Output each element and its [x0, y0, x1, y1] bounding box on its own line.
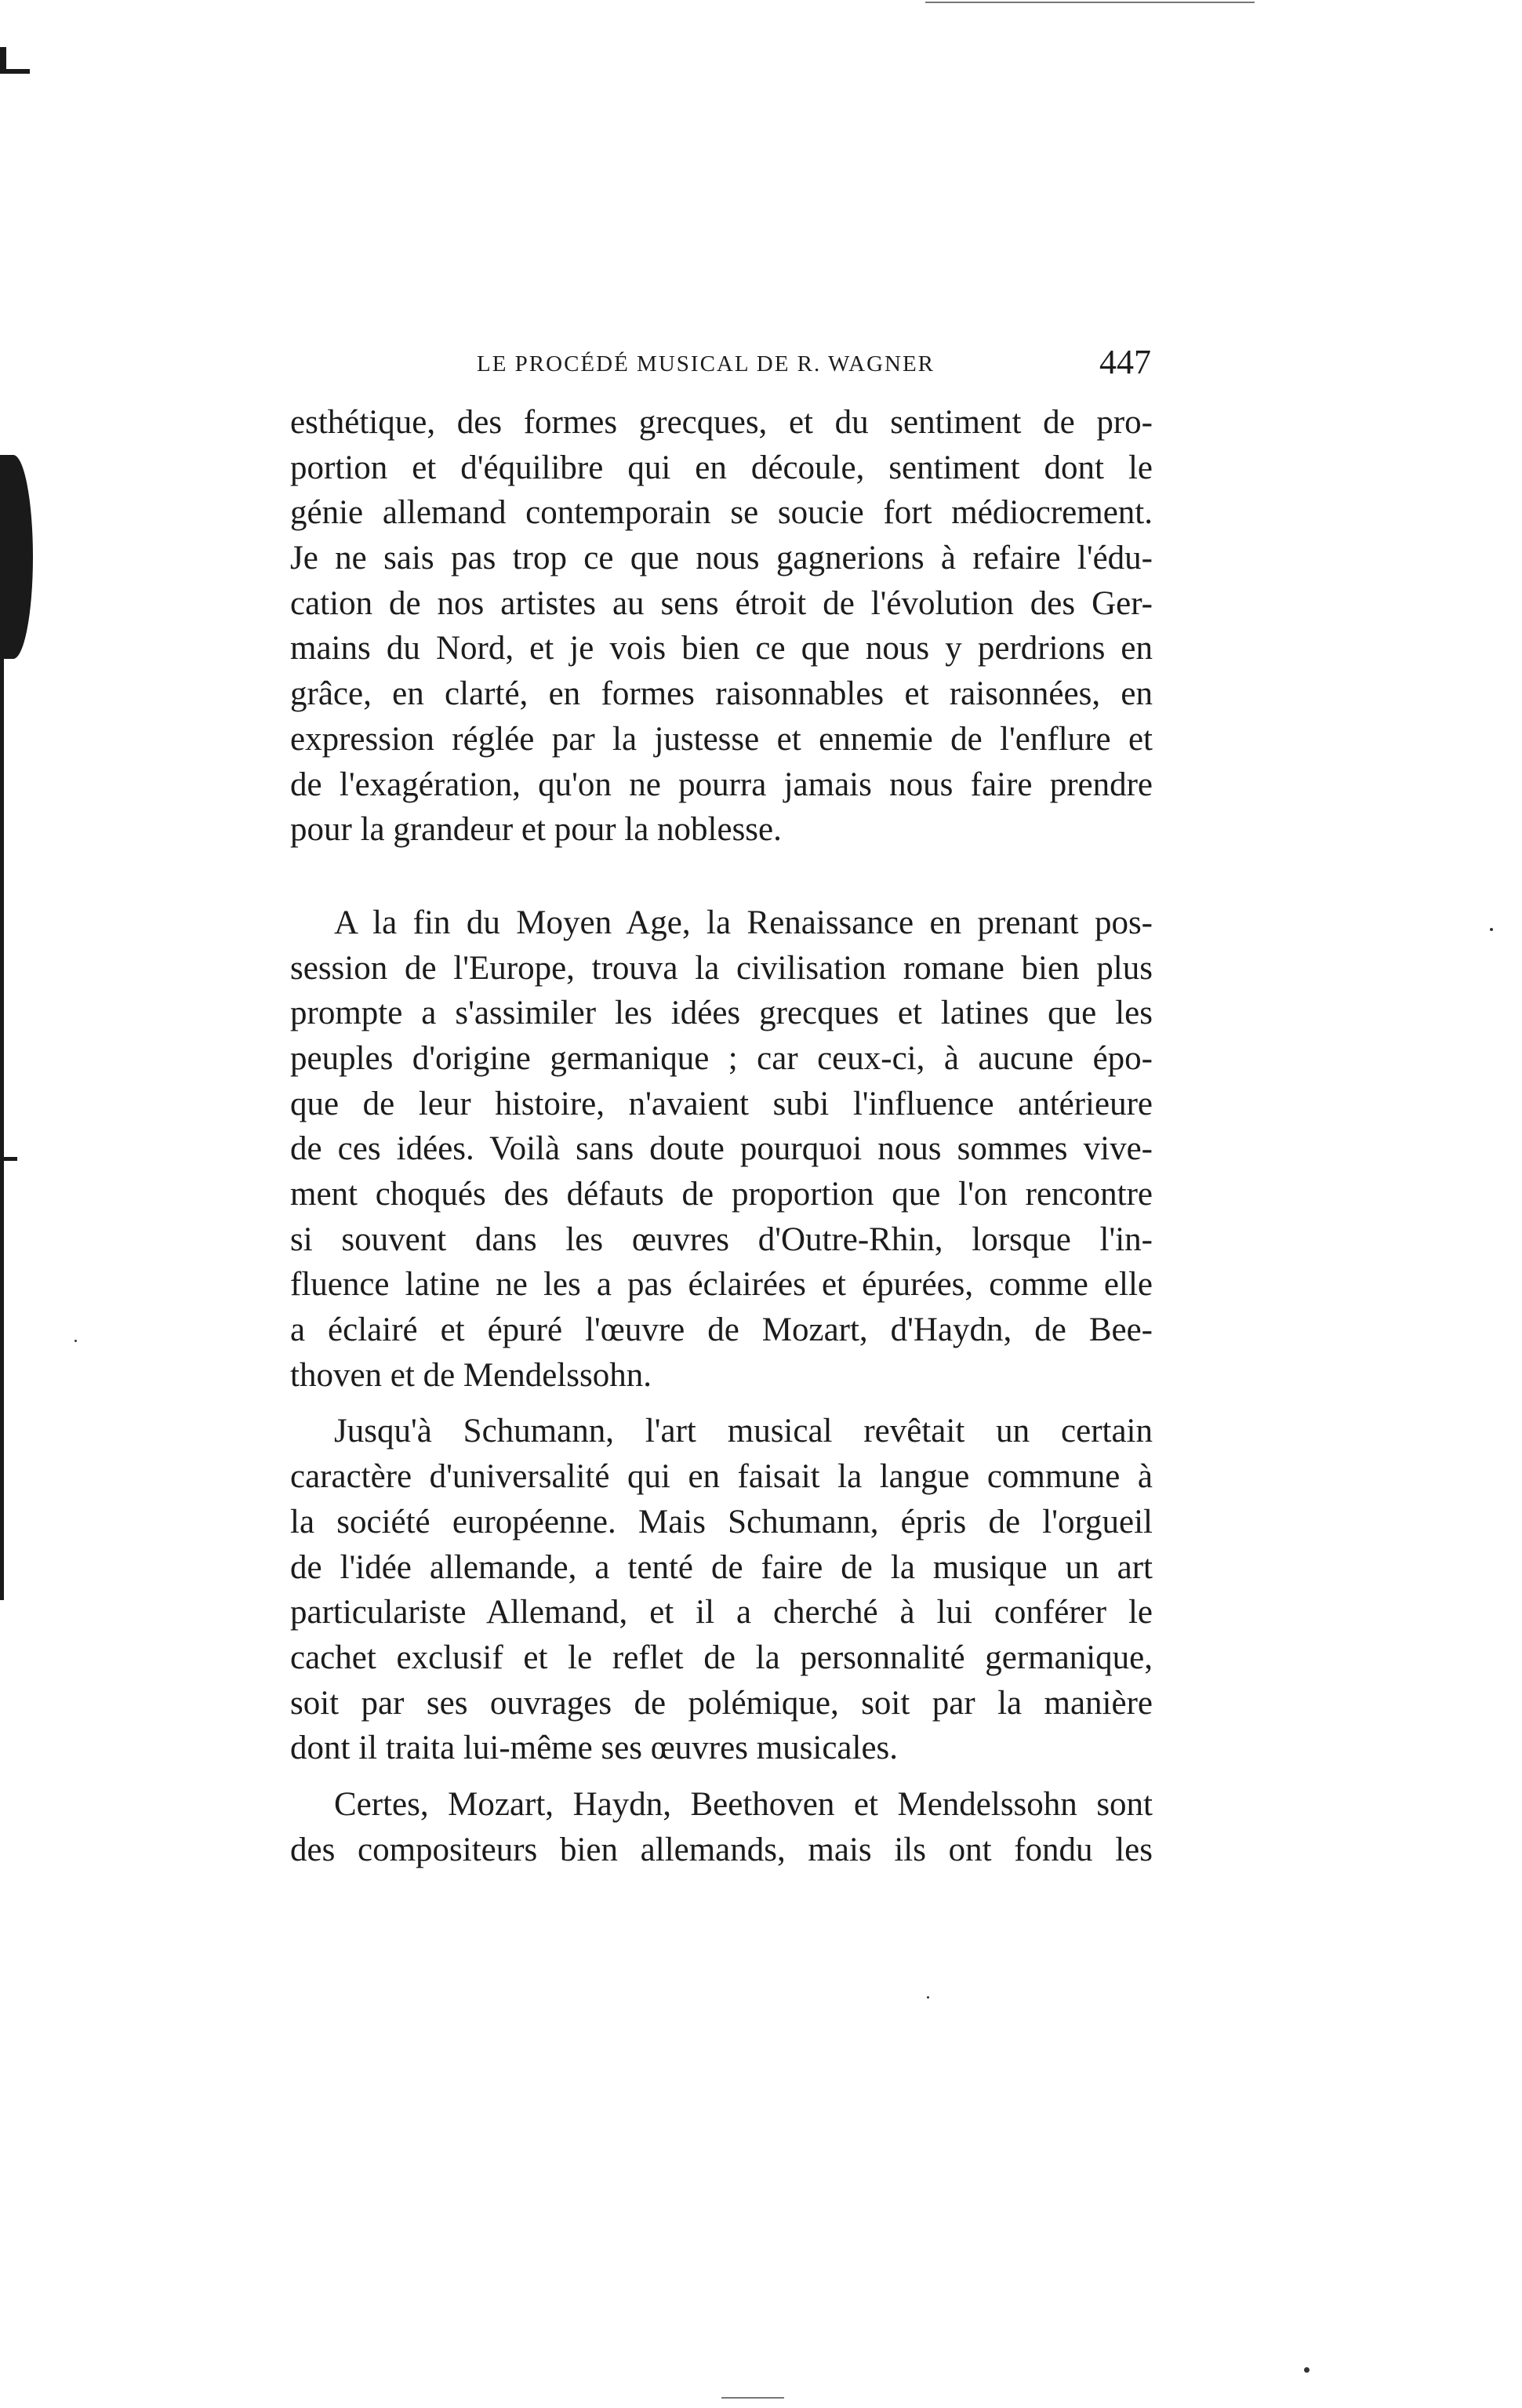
scan-speck — [74, 1340, 77, 1342]
text-line: de ces idées. Voilà sans doute pourquoi nous sommes vive- — [290, 1130, 1153, 1168]
text-line: prompte a s'assimiler les idées grecques et latines que les — [290, 995, 1153, 1032]
text-line: de l'exagération, qu'on ne pourra jamais nous faire prendre — [290, 766, 1153, 803]
body-text — [290, 400, 1153, 1872]
text-line: fluence latine ne les a pas éclairées et épurées, comme elle — [290, 1266, 1153, 1304]
text-line: particulariste Allemand, et il a cherché à lui conférer le — [290, 1594, 1153, 1631]
text-line: dont il traita lui-même ses œuvres musicales. — [290, 1730, 899, 1767]
text-line: ment choqués des défauts de proportion que l'on rencontre — [290, 1176, 1153, 1213]
text-line: des compositeurs bien allemands, mais ils ont fondu les — [290, 1831, 1153, 1868]
page-header — [290, 337, 1153, 400]
paragraph-2 — [290, 900, 1153, 1399]
text-line: grâce, en clarté, en formes raisonnables et raisonnées, en — [290, 675, 1153, 713]
page-number: 447 — [1099, 343, 1151, 381]
text-line: cachet exclusif et le reflet de la personnalité germanique, — [290, 1639, 1153, 1676]
binding-shadow-mark — [0, 455, 33, 659]
binding-tick — [0, 1157, 17, 1161]
text-line: a éclairé et épuré l'œuvre de Mozart, d'Haydn, de Bee- — [290, 1311, 1153, 1349]
text-line: session de l'Europe, trouva la civilisation romane bien plus — [290, 949, 1153, 987]
scan-speck — [1490, 928, 1493, 931]
text-line: soit par ses ouvrages de polémique, soit par la manière — [290, 1684, 1153, 1722]
text-line: portion et d'équilibre qui en découle, sentiment dont le — [290, 449, 1153, 486]
text-line: expression réglée par la justesse et ennemie de l'enflure et — [290, 720, 1153, 758]
binding-edge-line — [0, 659, 4, 1600]
scan-speck — [1304, 2367, 1310, 2373]
text-line: Je ne sais pas trop ce que nous gagnerions à refaire l'édu- — [290, 540, 1153, 577]
text-line: génie allemand contemporain se soucie fort médiocrement. — [290, 494, 1153, 532]
text-line: thoven et de Mendelssohn. — [290, 1356, 652, 1394]
paragraph-3 — [290, 1409, 1153, 1771]
paragraph-4 — [290, 1782, 1153, 1872]
bottom-scan-rule — [721, 2397, 784, 2399]
text-line: esthétique, des formes grecques, et du sentiment de pro- — [290, 404, 1153, 441]
running-title: LE PROCÉDÉ MUSICAL DE R. WAGNER — [477, 351, 935, 376]
text-line: de l'idée allemande, a tenté de faire de la musique un art — [290, 1548, 1153, 1586]
text-line: caractère d'universalité qui en faisait la langue commune à — [290, 1458, 1153, 1496]
paragraph-1 — [290, 400, 1153, 853]
scan-speck — [927, 1996, 929, 1999]
text-line: la société européenne. Mais Schumann, épris de l'orgueil — [290, 1503, 1153, 1540]
text-line: peuples d'origine germanique ; car ceux-ci, à aucune épo- — [290, 1039, 1153, 1077]
text-line: Certes, Mozart, Haydn, Beethoven et Mendelssohn sont — [334, 1785, 1153, 1823]
text-line: A la fin du Moyen Age, la Renaissance en prenant pos- — [334, 904, 1153, 941]
text-line: pour la grandeur et pour la noblesse. — [290, 811, 782, 849]
text-line: que de leur histoire, n'avaient subi l'influence antérieure — [290, 1085, 1153, 1122]
binding-shadow-top-notch — [0, 47, 6, 74]
top-scan-rule — [925, 2, 1255, 3]
text-line: Jusqu'à Schumann, l'art musical revêtait un certain — [334, 1413, 1153, 1450]
text-line: cation de nos artistes au sens étroit de l'évolution des Ger- — [290, 584, 1153, 622]
text-line: mains du Nord, et je vois bien ce que nous y perdrions en — [290, 630, 1153, 667]
text-line: si souvent dans les œuvres d'Outre-Rhin, lorsque l'in- — [290, 1220, 1153, 1258]
